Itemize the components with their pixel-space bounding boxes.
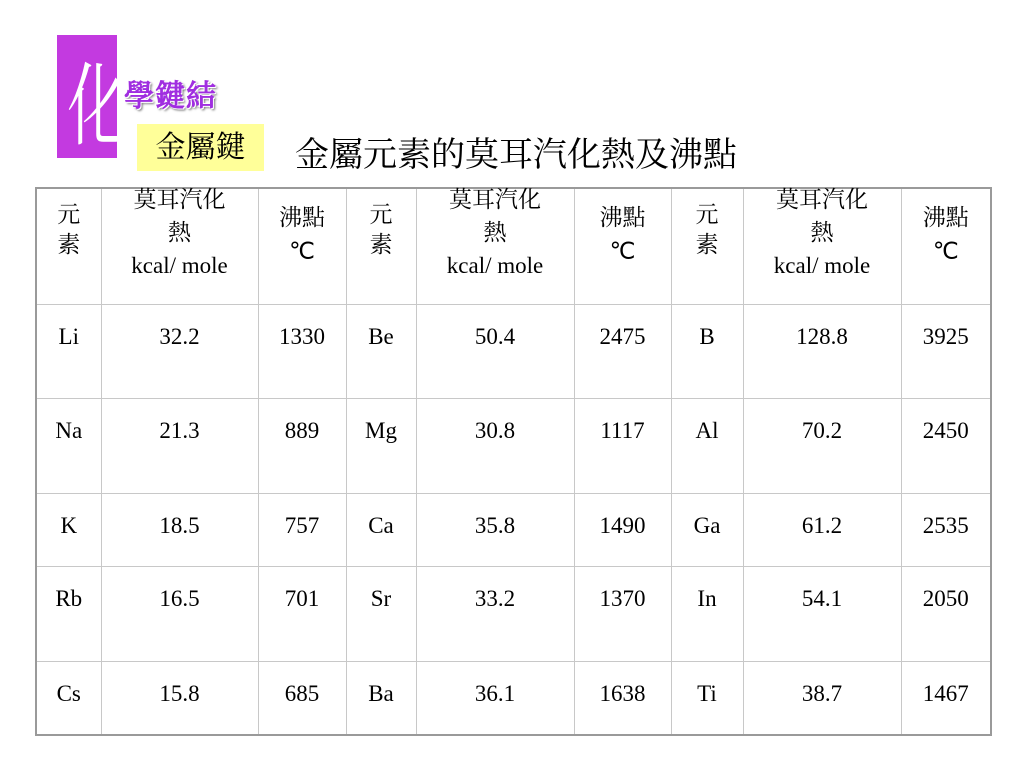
cell-element: Ca <box>346 493 416 566</box>
header-line: 沸點 <box>599 205 646 230</box>
cell-vaporization-heat: 16.5 <box>101 566 258 661</box>
header-line: 莫耳汽化 <box>776 187 868 212</box>
header-line: 元 <box>57 202 81 227</box>
data-table <box>35 187 992 736</box>
header-line: 元 <box>369 202 393 227</box>
cell-boiling-point: 1370 <box>574 566 671 661</box>
cell-element: Be <box>346 304 416 398</box>
cell-vaporization-heat: 32.2 <box>101 304 258 398</box>
header-line: ℃ <box>932 239 959 264</box>
header-content <box>744 183 901 282</box>
header-line: 沸點 <box>279 205 325 230</box>
header-line: 素 <box>695 232 719 257</box>
header-line: 素 <box>57 232 81 257</box>
cell-vaporization-heat: 30.8 <box>416 398 574 493</box>
header-line: kcal/ mole <box>446 253 544 278</box>
cell-vaporization-heat: 61.2 <box>743 493 901 566</box>
header-line: ℃ <box>609 239 636 264</box>
header-line: 莫耳汽化 <box>133 187 226 212</box>
cell-boiling-point: 1490 <box>574 493 671 566</box>
cell-boiling-point: 701 <box>258 566 346 661</box>
cell-boiling-point: 1330 <box>258 304 346 398</box>
cell-boiling-point: 2475 <box>574 304 671 398</box>
header-element <box>346 188 416 304</box>
cell-vaporization-heat: 33.2 <box>416 566 574 661</box>
cell-vaporization-heat: 36.1 <box>416 661 574 735</box>
cell-vaporization-heat: 70.2 <box>743 398 901 493</box>
header-content <box>417 183 574 282</box>
header-vaporization-heat <box>101 188 258 304</box>
cell-vaporization-heat: 15.8 <box>101 661 258 735</box>
table-row <box>36 566 991 661</box>
cell-element: Li <box>36 304 101 398</box>
cell-boiling-point: 757 <box>258 493 346 566</box>
cell-boiling-point: 1117 <box>574 398 671 493</box>
header-row <box>36 188 991 304</box>
header-line: kcal/ mole <box>131 253 228 278</box>
header-line: ℃ <box>289 239 315 264</box>
cell-element: K <box>36 493 101 566</box>
cell-vaporization-heat: 54.1 <box>743 566 901 661</box>
cell-element: Ba <box>346 661 416 735</box>
cell-boiling-point: 1467 <box>901 661 991 735</box>
logo-glyph: 化 <box>67 54 126 159</box>
cell-element: B <box>671 304 743 398</box>
topic-tag: 金屬鍵 <box>137 124 264 171</box>
cell-boiling-point: 3925 <box>901 304 991 398</box>
cell-element: In <box>671 566 743 661</box>
header-boiling-point <box>901 188 991 304</box>
table-row <box>36 398 991 493</box>
cell-element: Cs <box>36 661 101 735</box>
cell-element: Al <box>671 398 743 493</box>
cell-boiling-point: 2050 <box>901 566 991 661</box>
header-line: 熱 <box>810 220 834 245</box>
header-vaporization-heat <box>416 188 574 304</box>
header-line: 熱 <box>483 220 507 245</box>
cell-element: Na <box>36 398 101 493</box>
cell-vaporization-heat: 128.8 <box>743 304 901 398</box>
table-row <box>36 304 991 398</box>
cell-vaporization-heat: 35.8 <box>416 493 574 566</box>
cell-vaporization-heat: 50.4 <box>416 304 574 398</box>
header-line: 素 <box>369 232 393 257</box>
cell-boiling-point: 2450 <box>901 398 991 493</box>
cell-vaporization-heat: 18.5 <box>101 493 258 566</box>
header-line: kcal/ mole <box>773 253 871 278</box>
table-row <box>36 661 991 735</box>
header-content <box>102 183 258 282</box>
cell-vaporization-heat: 38.7 <box>743 661 901 735</box>
header-line: 元 <box>695 202 719 227</box>
header-element <box>36 188 101 304</box>
cell-boiling-point: 889 <box>258 398 346 493</box>
table-row <box>36 493 991 566</box>
cell-vaporization-heat: 21.3 <box>101 398 258 493</box>
cell-boiling-point: 685 <box>258 661 346 735</box>
logo-box <box>57 35 126 159</box>
cell-boiling-point: 2535 <box>901 493 991 566</box>
cell-boiling-point: 1638 <box>574 661 671 735</box>
header-boiling-point <box>258 188 346 304</box>
header-line: 熱 <box>168 220 191 245</box>
cell-element: Rb <box>36 566 101 661</box>
header-line: 沸點 <box>922 205 969 230</box>
slide-title: 金屬元素的莫耳汽化熱及沸點 <box>295 137 737 174</box>
cell-element: Mg <box>346 398 416 493</box>
cell-element: Ti <box>671 661 743 735</box>
header-element <box>671 188 743 304</box>
logo-label: 學鍵結 <box>124 79 217 114</box>
header-boiling-point <box>574 188 671 304</box>
cell-element: Ga <box>671 493 743 566</box>
header-vaporization-heat <box>743 188 901 304</box>
cell-element: Sr <box>346 566 416 661</box>
header-line: 莫耳汽化 <box>449 187 541 212</box>
